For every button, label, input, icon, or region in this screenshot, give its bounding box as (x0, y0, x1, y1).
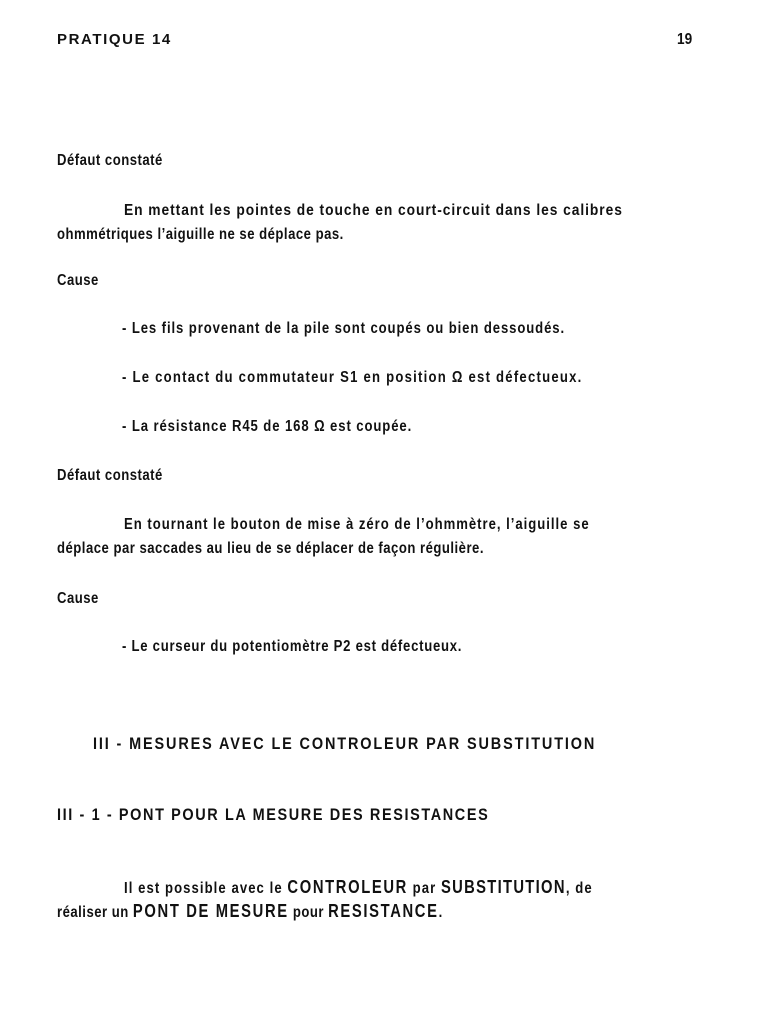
closing-paragraph-line-1 (124, 877, 593, 898)
text-span: pour (288, 904, 329, 921)
cause-item: - Le contact du commutateur S1 en position Ω est défectueux. (122, 369, 583, 386)
paragraph-line: En tournant le bouton de mise à zéro de l’ohmmètre, l’aiguille se (124, 516, 590, 533)
section-heading-cause-2: Cause (57, 590, 99, 607)
chapter-heading: III - MESURES AVEC LE CONTROLEUR PAR SUBSTITUTION (93, 734, 597, 753)
running-title: PRATIQUE 14 (57, 31, 172, 48)
section-heading-defaut-1: Défaut constaté (57, 152, 163, 169)
paragraph-line: ohmmétriques l’aiguille ne se déplace pas. (57, 226, 344, 243)
paragraph-line: déplace par saccades au lieu de se déplacer de façon régulière. (57, 540, 484, 557)
emphasis-resistance: RESISTANCE (328, 901, 439, 921)
emphasis-substitution: SUBSTITUTION (441, 877, 566, 897)
closing-paragraph-line-2 (57, 901, 443, 922)
paragraph-line: En mettant les pointes de touche en court-circuit dans les calibres (124, 202, 623, 219)
text-span: . (438, 904, 443, 921)
emphasis-pont-de-mesure: PONT DE MESURE (132, 901, 289, 921)
emphasis-controleur: CONTROLEUR (287, 877, 408, 897)
cause-item: - Les fils provenant de la pile sont coupés ou bien dessoudés. (122, 320, 566, 337)
text-span: , de (565, 880, 593, 897)
cause-item: - Le curseur du potentiomètre P2 est défectueux. (122, 638, 463, 655)
section-heading-cause-1: Cause (57, 272, 99, 289)
page-number: 19 (677, 31, 693, 48)
cause-item: - La résistance R45 de 168 Ω est coupée. (122, 418, 413, 435)
section-heading-defaut-2: Défaut constaté (57, 467, 163, 484)
subsection-heading: III - 1 - PONT POUR LA MESURE DES RESISTANCES (57, 805, 490, 824)
text-span: par (407, 880, 442, 897)
text-span: réaliser un (57, 904, 133, 921)
text-span: Il est possible avec le (124, 880, 288, 897)
